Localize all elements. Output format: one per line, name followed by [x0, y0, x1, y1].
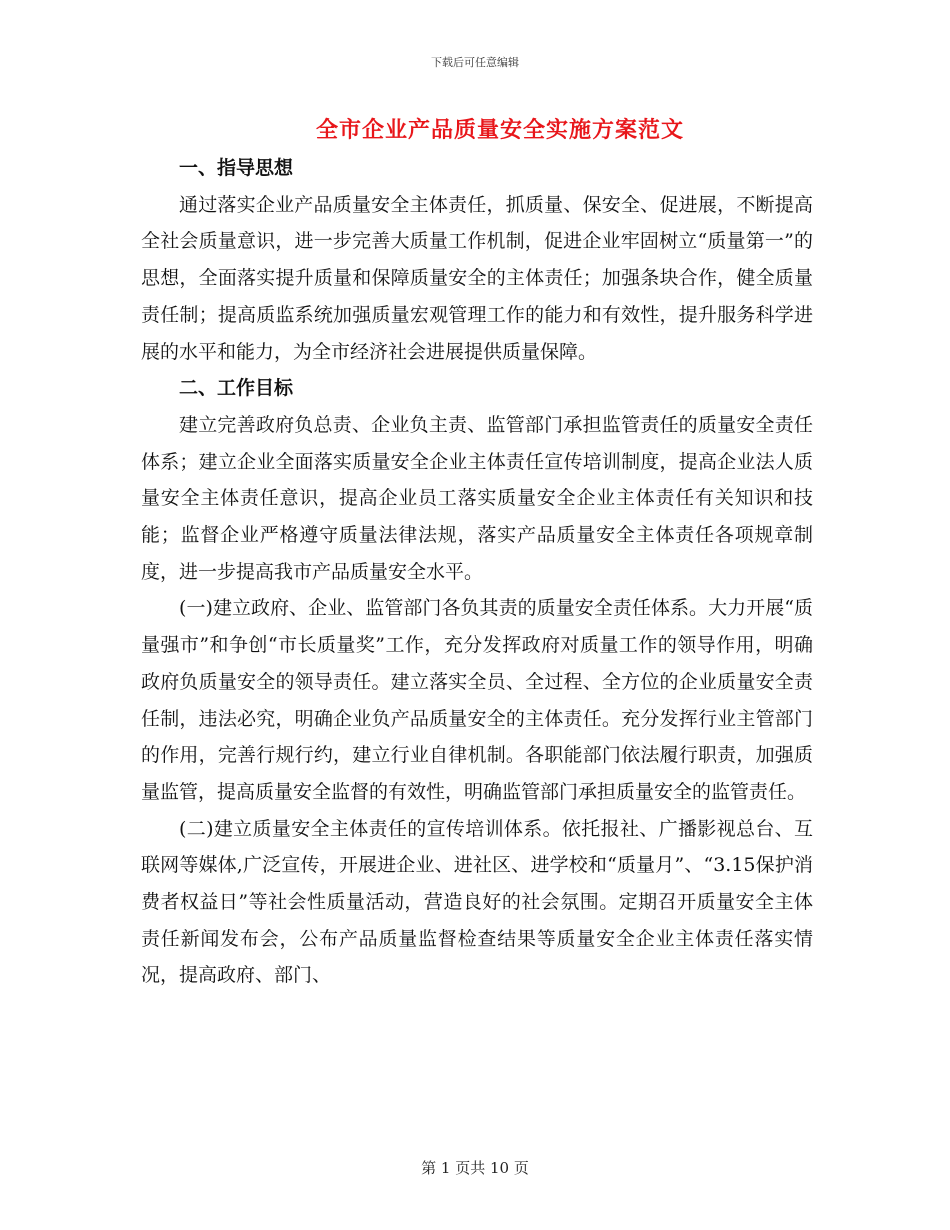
- page-footer: 第 1 页共 10 页: [421, 1159, 529, 1177]
- header-note: 下载后可任意编辑: [431, 56, 519, 69]
- paragraph-guiding-ideology: 通过落实企业产品质量安全主体责任，抓质量、保安全、促进展，不断提高全社会质量意识，进一步完善大质量工作机制，促进企业牢固树立“质量第一”的思想，全面落实提升质量和保障质量安全的主体责任；加强条块合作，健全质量责任制；提高质监系统加强质量宏观管理工作的能力和有效性，提升服务科学进展的水平和能力，为全市经济社会进展提供质量保障。: [141, 193, 813, 363]
- section-heading-guiding-ideology: 一、指导思想: [179, 157, 294, 179]
- paragraph-item-2: (二)建立质量安全主体责任的宣传培训体系。依托报社、广播影视总台、互联网等媒体,广泛宣传，开展进企业、进社区、进学校和“质量月”、“3.15保护消费者权益日”等社会性质量活动，营造良好的社会氛围。定期召开质量安全主体责任新闻发布会，公布产品质量监督检查结果等质量安全企业主体责任落实情况，提高政府、部门、: [141, 817, 813, 987]
- paragraph-item-1: (一)建立政府、企业、监管部门各负其责的质量安全责任体系。大力开展“质量强市”和争创“市长质量奖”工作，充分发挥政府对质量工作的领导作用，明确政府负质量安全的领导责任。建立落实全员、全过程、全方位的企业质量安全责任制，违法必究，明确企业负产品质量安全的主体责任。充分发挥行业主管部门的作用，完善行规行约，建立行业自律机制。各职能部门依法履行职责，加强质量监管，提高质量安全监督的有效性，明确监管部门承担质量安全的监管责任。: [141, 597, 813, 803]
- document-body: [141, 150, 813, 994]
- document-title: 全市企业产品质量安全实施方案范文: [315, 118, 684, 143]
- paragraph-work-goals: 建立完善政府负总责、企业负主责、监管部门承担监管责任的质量安全责任体系；建立企业全面落实质量安全企业主体责任宣传培训制度，提高企业法人质量安全主体责任意识，提高企业员工落实质量安全企业主体责任有关知识和技能；监督企业严格遵守质量法律法规，落实产品质量安全主体责任各项规章制度，进一步提高我市产品质量安全水平。: [141, 413, 813, 583]
- section-heading-work-goals: 二、工作目标: [179, 377, 294, 400]
